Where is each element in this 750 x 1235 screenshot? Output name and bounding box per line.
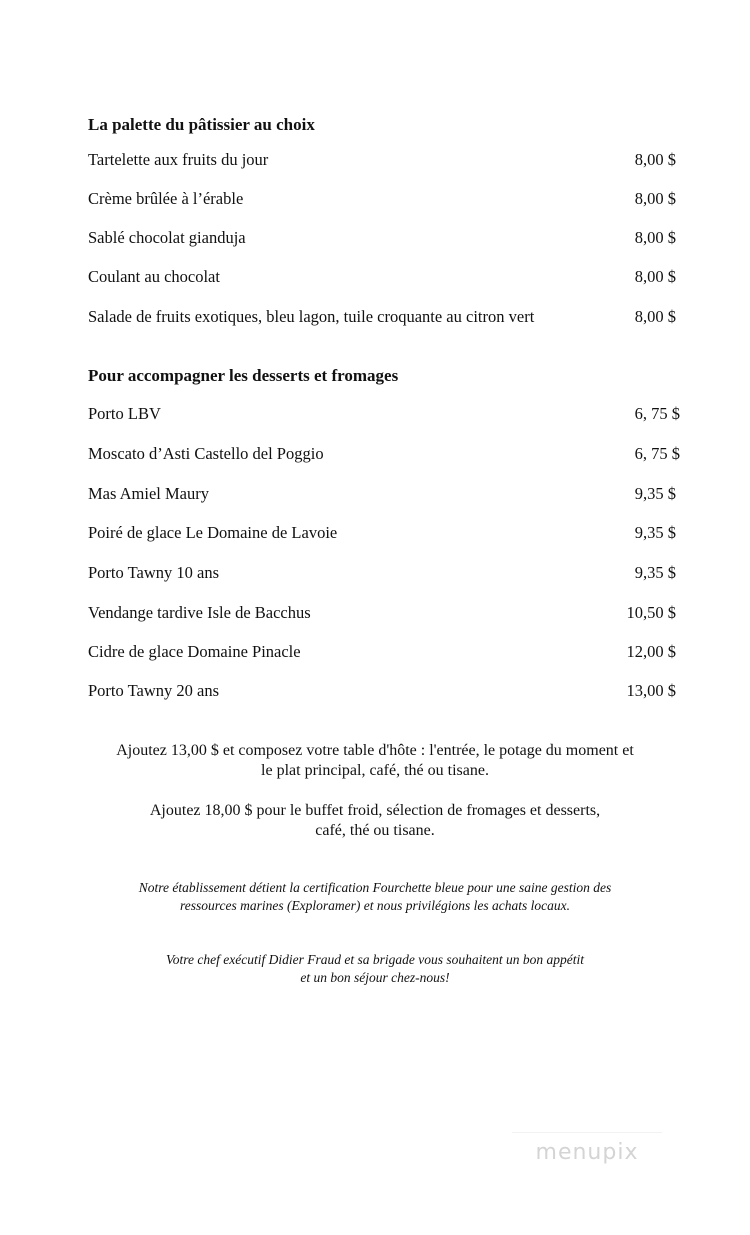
menu-item-price: 9,35 $ — [634, 484, 676, 503]
menu-item-price: 9,35 $ — [634, 563, 676, 582]
certification-note — [75, 879, 675, 915]
menu-item-name: Porto LBV — [88, 404, 161, 423]
menu-item-price: 8,00 $ — [634, 267, 676, 286]
certification-line-2: ressources marines (Exploramer) et nous privilégions les achats locaux. — [179, 898, 571, 913]
table-hote-note — [75, 741, 675, 781]
menu-item-price: 9,35 $ — [634, 523, 676, 542]
menu-item-price: 8,00 $ — [634, 307, 676, 326]
menu-item-name: Coulant au chocolat — [88, 267, 220, 286]
certification-line-1: Notre établissement détient la certification Fourchette bleue pour une saine gestion des — [138, 880, 612, 895]
menu-item — [88, 563, 680, 583]
menu-item-name: Sablé chocolat gianduja — [88, 228, 246, 247]
menu-item-name: Vendange tardive Isle de Bacchus — [88, 603, 311, 622]
menu-item — [88, 484, 680, 504]
menu-item-name: Tartelette aux fruits du jour — [88, 150, 269, 169]
menu-item — [88, 267, 680, 287]
menu-item — [88, 681, 680, 701]
menu-item-name: Porto Tawny 10 ans — [88, 563, 219, 582]
menu-item — [88, 150, 680, 170]
buffet-line-1: Ajoutez 18,00 $ pour le buffet froid, sélection de fromages et desserts, — [149, 802, 601, 819]
section-title-accompagner: Pour accompagner les desserts et fromages — [88, 366, 399, 385]
menu-item-name: Cidre de glace Domaine Pinacle — [88, 642, 301, 661]
menu-item-price: 13,00 $ — [626, 681, 676, 700]
menu-item — [88, 189, 680, 209]
table-hote-line-1: Ajoutez 13,00 $ et composez votre table d'hôte : l'entrée, le potage du moment et — [116, 742, 634, 759]
table-hote-line-2: le plat principal, café, thé ou tisane. — [261, 762, 489, 779]
menu-item-name: Mas Amiel Maury — [88, 484, 209, 503]
menu-item-name: Crème brûlée à l’érable — [88, 189, 244, 208]
menu-item — [88, 228, 680, 248]
menu-item-price: 8,00 $ — [634, 150, 676, 169]
menu-item — [88, 603, 680, 623]
menu-item-name: Poiré de glace Le Domaine de Lavoie — [88, 523, 338, 542]
menu-item — [88, 404, 680, 424]
menu-item — [88, 523, 680, 543]
section-title-patissier: La palette du pâtissier au choix — [88, 115, 315, 134]
menu-item — [88, 307, 680, 327]
buffet-line-2: café, thé ou tisane. — [315, 822, 435, 839]
menu-item-price: 6, 75 $ — [634, 404, 680, 423]
menu-item-name: Salade de fruits exotiques, bleu lagon, tuile croquante au citron vert — [88, 307, 535, 326]
menu-item — [88, 444, 680, 464]
menu-item-price: 12,00 $ — [626, 642, 676, 661]
menu-item-price: 6, 75 $ — [634, 444, 680, 463]
chef-line-1: Votre chef exécutif Didier Fraud et sa brigade vous souhaitent un bon appétit — [166, 952, 584, 967]
buffet-note — [75, 801, 675, 841]
menupix-watermark: menupix — [512, 1132, 662, 1173]
chef-line-2: et un bon séjour chez-nous! — [300, 970, 450, 985]
menu-item-price: 8,00 $ — [634, 228, 676, 247]
menu-item-name: Moscato d’Asti Castello del Poggio — [88, 444, 324, 463]
menu-item-name: Porto Tawny 20 ans — [88, 681, 219, 700]
menu-item — [88, 642, 680, 662]
chef-note — [75, 951, 675, 987]
menu-item-price: 8,00 $ — [634, 189, 676, 208]
menu-item-price: 10,50 $ — [626, 603, 676, 622]
